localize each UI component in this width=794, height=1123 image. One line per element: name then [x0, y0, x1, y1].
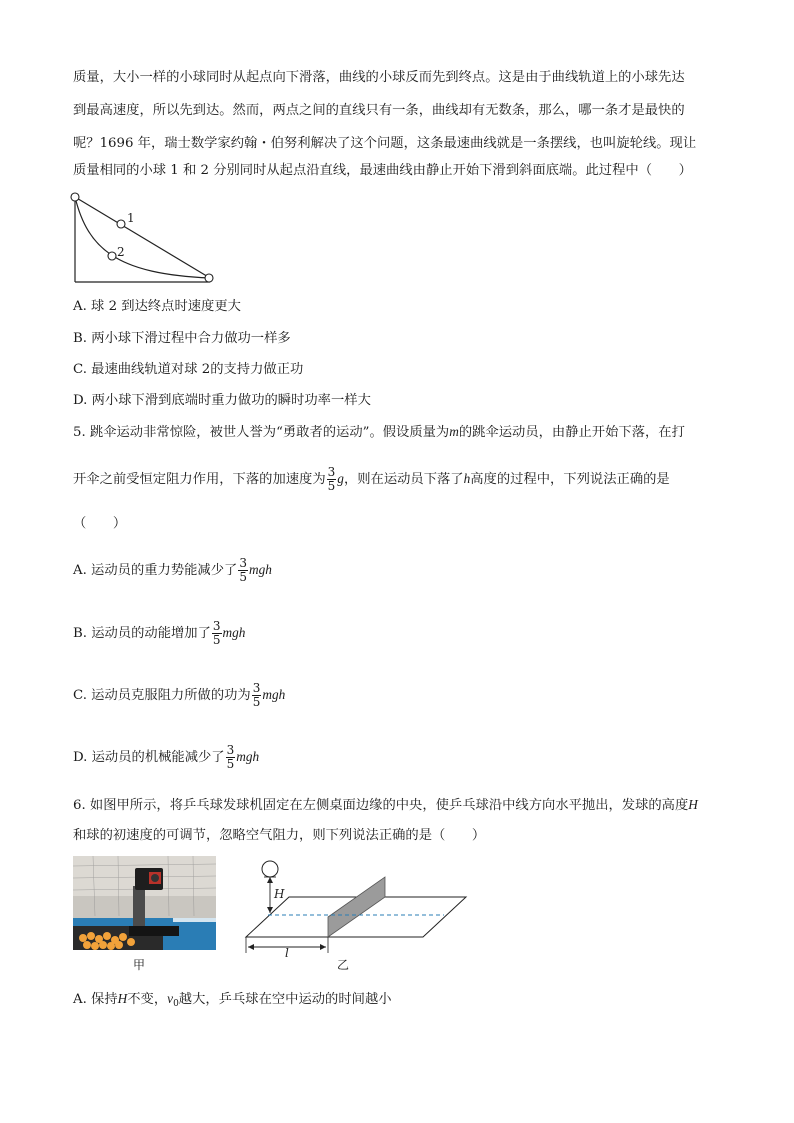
intro-line-3: 呢？1696 年，瑞士数学家约翰・伯努利解决了这个问题，这条最速曲线就是一条摆线，也叫旋轮线。现让: [73, 136, 697, 151]
q4-option-b: B. 两小球下滑过程中合力做功一样多: [73, 331, 291, 346]
intro-line-1: 质量，大小一样的小球同时从起点向下滑落，曲线的小球反而先到终点。这是由于曲线轨道上的小球先达: [73, 70, 685, 85]
q4-option-c: C. 最速曲线轨道对球 2的支持力做正功: [73, 362, 304, 377]
q5-option-b: B. 运动员的动能增加了 $\frac{3}{5}$ mgh: [73, 619, 246, 647]
q5-option-d: D. 运动员的机械能减少了 $\frac{3}{5}$ mgh: [73, 743, 260, 771]
fraction-3-5: $\frac{3}{5}$: [327, 465, 336, 493]
q6-option-a: A. 保持H不变，$v_0$越大，乒乓球在空中运动的时间越小: [73, 991, 392, 1009]
q4-option-d: D. 两小球下滑到底端时重力做功的瞬时功率一样大: [73, 393, 371, 408]
ping-pong-machine-photo: [73, 856, 216, 950]
height-H-label: H: [274, 887, 285, 901]
ball-2-label: 2: [117, 245, 125, 259]
q6-stem-line-2: 和球的初速度的可调节，忽略空气阻力，则下列说法正确的是（ ）: [73, 828, 486, 843]
intro-line-2: 到最高速度，所以先到达。然而，两点之间的直线只有一条，曲线却有无数条，那么，哪一条才是最快的: [73, 103, 685, 118]
ping-pong-table-diagram: [244, 855, 469, 957]
length-l-label: l: [285, 946, 289, 957]
brachistochrone-figure: [68, 190, 218, 288]
fig-jia-caption: 甲: [133, 958, 146, 972]
q5-stem-line-1: 5. 跳伞运动非常惊险，被世人誉为“勇敢者的运动”。假设质量为m的跳伞运动员，由静止开始下落，在打: [73, 424, 685, 440]
q5-stem-line-2: 开伞之前受恒定阻力作用，下落的加速度为 $\frac{3}{5}$ g，则在运动员下落了h高度的过程中，下列说法正确的是: [73, 465, 670, 493]
q5-stem-line-3: （ ）: [73, 516, 127, 531]
q6-stem-line-1: 6. 如图甲所示，将乒乓球发球机固定在左侧桌面边缘的中央，使乒乓球沿中线方向水平抛出，发球的高度H: [73, 797, 698, 813]
ball-1-label: 1: [127, 211, 135, 225]
q5-option-a: A. 运动员的重力势能减少了 $\frac{3}{5}$ mgh: [73, 556, 272, 584]
q4-option-a: A. 球 2 到达终点时速度更大: [73, 299, 241, 314]
q5-option-c: C. 运动员克服阻力所做的功为 $\frac{3}{5}$ mgh: [73, 681, 286, 709]
intro-line-4: 质量相同的小球 1 和 2 分别同时从起点沿直线，最速曲线由静止开始下滑到斜面底端。此过程中（ ）: [73, 163, 692, 178]
fig-yi-caption: 乙: [337, 958, 350, 972]
